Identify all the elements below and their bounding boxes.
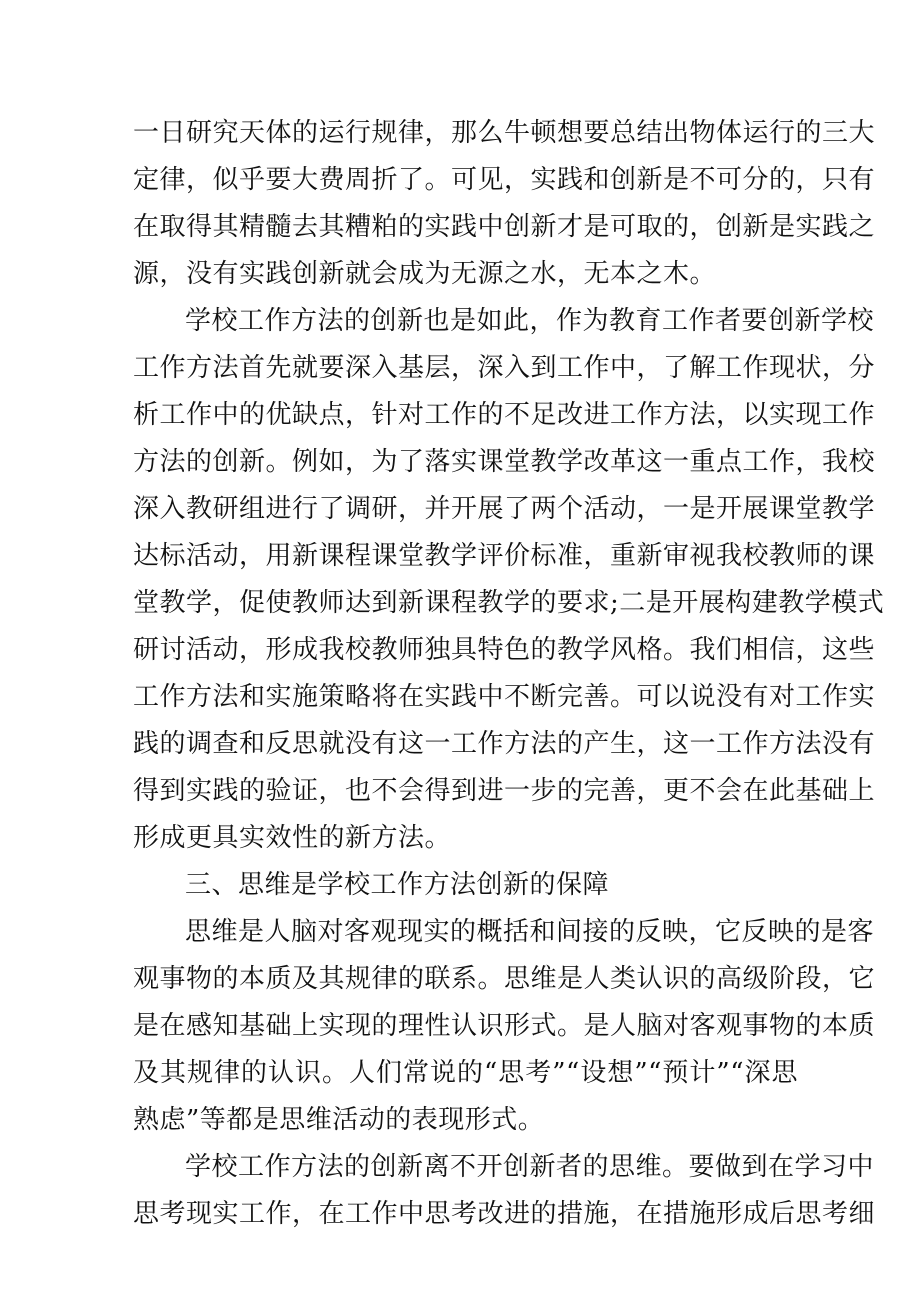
text-line: 思考现实工作，在工作中思考改进的措施，在措施形成后思考细 [133, 1199, 876, 1229]
text-line: 形成更具实效性的新方法。 [133, 823, 452, 853]
text-line: 践的调查和反思就没有这一工作方法的产生，这一工作方法没有 [133, 729, 876, 759]
text-line: 熟虑”等都是思维活动的表现形式。 [133, 1105, 545, 1135]
document-body [133, 110, 885, 1238]
text-line: 源，没有实践创新就会成为无源之水，无本之木。 [133, 259, 717, 289]
section-heading: 三、思维是学校工作方法创新的保障 [185, 870, 610, 900]
text-line: 堂教学，促使教师达到新课程教学的要求;二是开展构建教学模式 [133, 588, 885, 618]
text-line: 得到实践的验证，也不会得到进一步的完善，更不会在此基础上 [133, 776, 876, 806]
text-line: 工作方法和实施策略将在实践中不断完善。可以说没有对工作实 [133, 682, 876, 712]
text-line: 工作方法首先就要深入基层，深入到工作中，了解工作现状，分 [133, 353, 876, 383]
text-line: 达标活动，用新课程课堂教学评价标准，重新审视我校教师的课 [133, 541, 876, 571]
text-line: 析工作中的优缺点，针对工作的不足改进工作方法，以实现工作 [133, 400, 876, 430]
text-line: 观事物的本质及其规律的联系。思维是人类认识的高级阶段，它 [133, 964, 876, 994]
text-line: 深入教研组进行了调研，并开展了两个活动，一是开展课堂教学 [133, 494, 876, 524]
paragraph-first-line: 学校工作方法的创新离不开创新者的思维。要做到在学习中 [185, 1152, 875, 1182]
text-line: 一日研究天体的运行规律，那么牛顿想要总结出物体运行的三大 [133, 118, 876, 148]
text-line: 是在感知基础上实现的理性认识形式。是人脑对客观事物的本质 [133, 1011, 876, 1041]
paragraph-first-line: 学校工作方法的创新也是如此，作为教育工作者要创新学校 [185, 306, 875, 336]
text-line: 在取得其精髓去其糟粕的实践中创新才是可取的，创新是实践之 [133, 212, 876, 242]
paragraph-first-line: 思维是人脑对客观现实的概括和间接的反映，它反映的是客 [185, 917, 875, 947]
text-line: 及其规律的认识。人们常说的“思考”“设想”“预计”“深思 [133, 1058, 798, 1088]
text-line: 定律，似乎要大费周折了。可见，实践和创新是不可分的，只有 [133, 165, 876, 195]
text-line: 研讨活动，形成我校教师独具特色的教学风格。我们相信，这些 [133, 635, 876, 665]
text-line: 方法的创新。例如，为了落实课堂教学改革这一重点工作，我校 [133, 447, 876, 477]
